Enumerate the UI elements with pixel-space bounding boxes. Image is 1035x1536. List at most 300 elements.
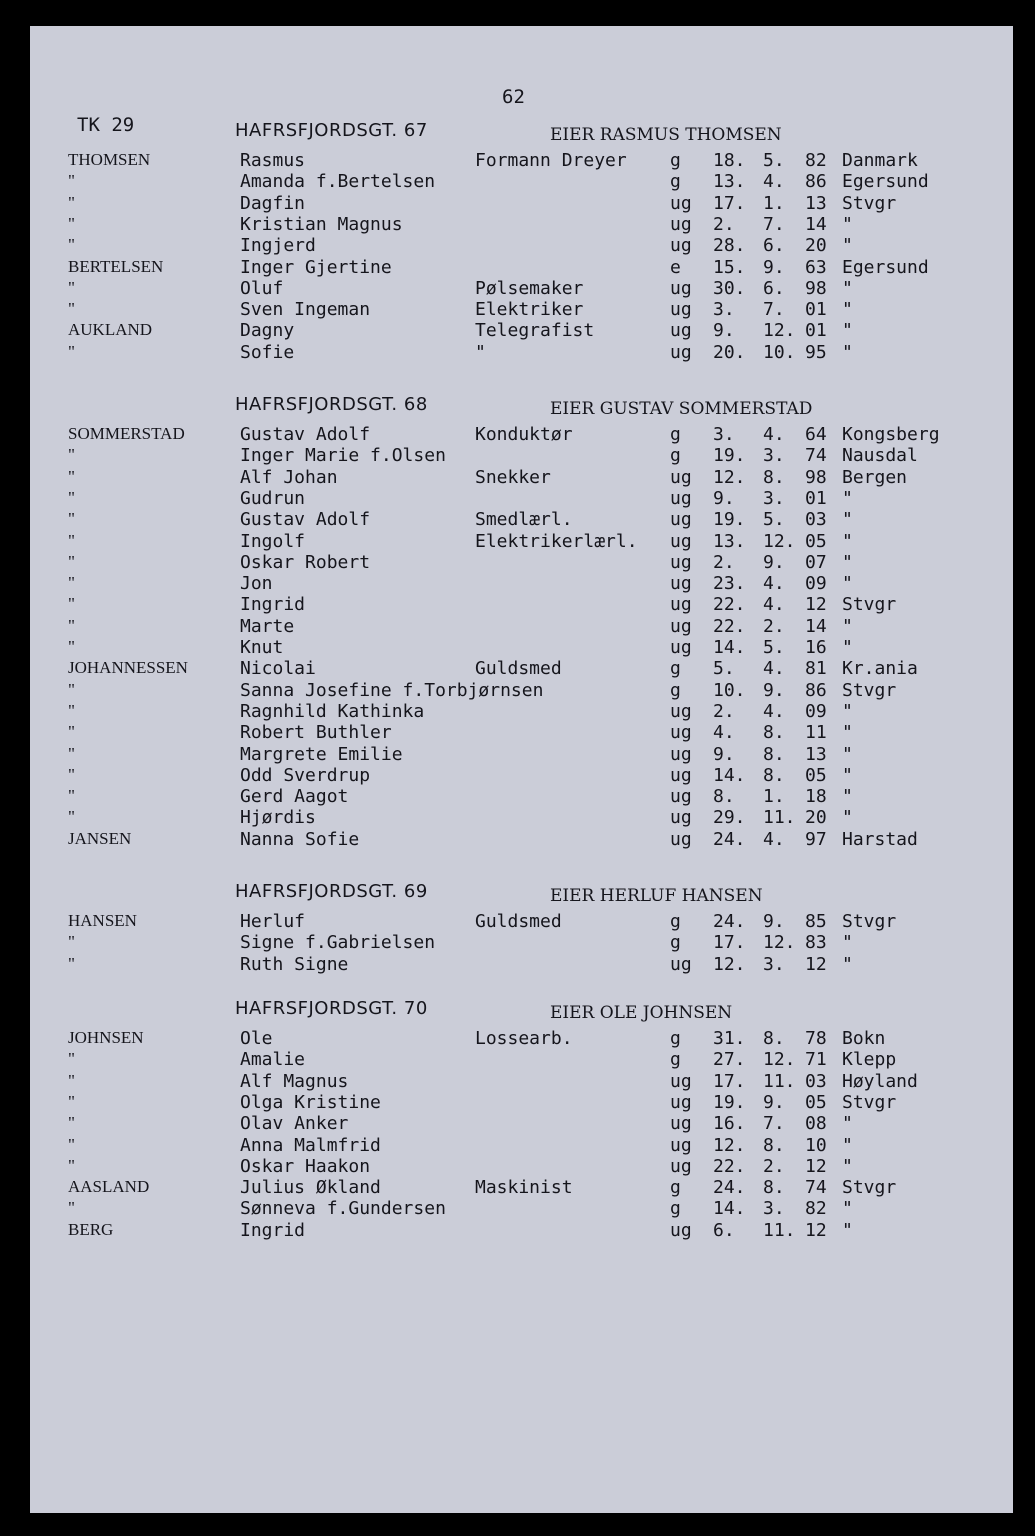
given-names: Signe f.Gabrielsen	[240, 932, 436, 954]
surname: "	[68, 594, 75, 614]
birth-year: 07	[805, 551, 827, 573]
birth-month: 2.	[763, 1155, 785, 1177]
birth-year: 05	[805, 764, 827, 786]
occupation: Guldsmed	[475, 911, 562, 932]
birth-year: 18	[805, 786, 827, 808]
birth-year: 83	[805, 932, 827, 954]
birth-day: 22.	[713, 1155, 746, 1177]
birth-month: 12.	[763, 530, 796, 552]
birthplace: "	[842, 509, 853, 531]
surname: JOHNSEN	[68, 1028, 144, 1047]
marital-status: ug	[670, 299, 692, 321]
birth-day: 12.	[713, 466, 746, 488]
resident-row	[30, 807, 1013, 828]
birth-month: 4.	[763, 424, 785, 445]
resident-row	[30, 1198, 1013, 1219]
birth-year: 74	[805, 445, 827, 467]
birth-month: 9.	[763, 551, 785, 573]
birth-year: 10	[805, 1134, 827, 1156]
surname: "	[68, 615, 75, 635]
given-names: Hjørdis	[240, 807, 316, 829]
birth-month: 1.	[763, 786, 785, 808]
birth-year: 64	[805, 424, 827, 445]
birth-day: 4.	[713, 722, 735, 744]
resident-row	[30, 257, 1013, 278]
birth-day: 3.	[713, 299, 735, 321]
resident-row	[30, 1135, 1013, 1156]
surname: "	[68, 551, 75, 571]
birth-month: 9.	[763, 1091, 785, 1113]
birth-day: 23.	[713, 573, 746, 595]
section-heading	[30, 998, 1013, 1028]
birth-year: 81	[805, 658, 827, 680]
birthplace: "	[842, 1134, 853, 1156]
birth-year: 01	[805, 320, 827, 342]
marital-status: g	[670, 150, 681, 171]
birth-month: 8.	[763, 1177, 785, 1199]
birth-day: 2.	[713, 551, 735, 573]
birth-month: 4.	[763, 573, 785, 595]
marital-status: g	[670, 1028, 681, 1049]
surname: "	[68, 637, 75, 656]
birth-day: 15.	[713, 256, 746, 278]
resident-row	[30, 424, 1013, 445]
birthplace: Egersund	[842, 171, 929, 193]
birth-day: 20.	[713, 341, 746, 363]
property-owner: EIER GUSTAV SOMMERSTAD	[550, 399, 813, 419]
birth-year: 11	[805, 722, 827, 744]
given-names: Ingrid	[240, 594, 306, 616]
street-address: HAFRSFJORDSGT. 67	[235, 120, 428, 141]
marital-status: ug	[670, 594, 692, 616]
birthplace: "	[842, 213, 853, 235]
occupation: Konduktør	[475, 424, 573, 445]
birth-year: 05	[805, 1091, 827, 1113]
property-owner: EIER OLE JOHNSEN	[550, 1003, 733, 1023]
marital-status: ug	[670, 1155, 692, 1177]
given-names: Sønneva f.Gundersen	[240, 1198, 446, 1220]
given-names: Olav Anker	[240, 1113, 349, 1135]
given-names: Odd Sverdrup	[240, 764, 371, 786]
marital-status: ug	[670, 551, 692, 573]
surname: "	[68, 932, 75, 952]
birth-month: 7.	[763, 1113, 785, 1135]
resident-row	[30, 299, 1013, 320]
resident-row	[30, 954, 1013, 975]
birthplace: Kongsberg	[842, 424, 940, 445]
birthplace: "	[842, 277, 853, 299]
surname: JOHANNESSEN	[68, 658, 188, 678]
surname: "	[68, 509, 75, 529]
resident-row	[30, 342, 1013, 363]
resident-row	[30, 786, 1013, 807]
birth-month: 9.	[763, 679, 785, 701]
section-heading	[30, 394, 1013, 424]
birth-day: 30.	[713, 277, 746, 299]
resident-row	[30, 509, 1013, 530]
birth-year: 05	[805, 530, 827, 552]
given-names: Margrete Emilie	[240, 743, 403, 765]
resident-row	[30, 594, 1013, 615]
birthplace: "	[842, 551, 853, 573]
birthplace: "	[842, 530, 853, 552]
birth-year: 20	[805, 807, 827, 829]
resident-row	[30, 1113, 1013, 1134]
birth-day: 13.	[713, 530, 746, 552]
marital-status: ug	[670, 637, 692, 658]
birth-month: 8.	[763, 466, 785, 488]
marital-status: g	[670, 1049, 681, 1071]
occupation: Telegrafist	[475, 320, 595, 342]
surname: "	[68, 1155, 75, 1175]
marital-status: g	[670, 911, 681, 932]
given-names: Oskar Haakon	[240, 1155, 371, 1177]
given-names: Ingrid	[240, 1219, 306, 1241]
marital-status: ug	[670, 1091, 692, 1113]
resident-row	[30, 445, 1013, 466]
birth-month: 8.	[763, 1028, 785, 1049]
birthplace: "	[842, 786, 853, 808]
given-names: Ruth Signe	[240, 953, 349, 975]
birth-month: 11.	[763, 807, 796, 829]
birthplace: "	[842, 743, 853, 765]
birth-day: 2.	[713, 213, 735, 235]
resident-row	[30, 1156, 1013, 1177]
birth-year: 14	[805, 615, 827, 637]
birth-day: 14.	[713, 764, 746, 786]
birth-year: 95	[805, 341, 827, 363]
surname: "	[68, 487, 75, 507]
birth-day: 8.	[713, 786, 735, 808]
given-names: Jon	[240, 573, 273, 595]
birth-month: 10.	[763, 341, 796, 363]
given-names: Ingolf	[240, 530, 306, 552]
marital-status: ug	[670, 277, 692, 299]
birthplace: "	[842, 487, 853, 509]
birth-day: 14.	[713, 637, 746, 658]
birth-month: 5.	[763, 150, 785, 171]
section-heading	[30, 120, 1013, 150]
marital-status: g	[670, 1177, 681, 1199]
birth-month: 11.	[763, 1219, 796, 1241]
tk-label: TK 29	[77, 114, 135, 136]
given-names: Dagny	[240, 320, 295, 342]
occupation: Snekker	[475, 466, 551, 488]
birth-month: 5.	[763, 637, 785, 658]
resident-row	[30, 616, 1013, 637]
marital-status: ug	[670, 743, 692, 765]
birth-day: 29.	[713, 807, 746, 829]
birth-year: 03	[805, 509, 827, 531]
birthplace: "	[842, 235, 853, 257]
birthplace: "	[842, 932, 853, 954]
resident-row	[30, 658, 1013, 679]
marital-status: ug	[670, 807, 692, 829]
surname: "	[68, 764, 75, 784]
given-names: Ole	[240, 1028, 273, 1049]
birth-day: 9.	[713, 487, 735, 509]
birthplace: Stvgr	[842, 1177, 897, 1199]
resident-row	[30, 488, 1013, 509]
birthplace: "	[842, 1198, 853, 1220]
birth-year: 78	[805, 1028, 827, 1049]
marital-status: ug	[670, 953, 692, 975]
surname: "	[68, 299, 75, 319]
marital-status: g	[670, 658, 681, 680]
given-names: Nicolai	[240, 658, 316, 680]
given-names: Gerd Aagot	[240, 786, 349, 808]
birth-month: 3.	[763, 445, 785, 467]
marital-status: ug	[670, 573, 692, 595]
resident-row	[30, 573, 1013, 594]
resident-row	[30, 765, 1013, 786]
birth-month: 12.	[763, 320, 796, 342]
marital-status: ug	[670, 722, 692, 744]
marital-status: ug	[670, 192, 692, 214]
birth-day: 3.	[713, 424, 735, 445]
resident-row	[30, 193, 1013, 214]
surname: "	[68, 1113, 75, 1133]
birthplace: "	[842, 722, 853, 744]
birthplace: Nausdal	[842, 445, 918, 467]
given-names: Nanna Sofie	[240, 828, 360, 850]
birth-day: 2.	[713, 700, 735, 722]
resident-row	[30, 1049, 1013, 1070]
surname: "	[68, 807, 75, 827]
resident-row	[30, 320, 1013, 341]
birth-month: 6.	[763, 235, 785, 257]
occupation: "	[475, 341, 486, 363]
birth-day: 22.	[713, 615, 746, 637]
occupation: Elektrikerlærl.	[475, 530, 638, 552]
surname: "	[68, 466, 75, 486]
marital-status: g	[670, 171, 681, 193]
resident-row	[30, 1028, 1013, 1049]
birthplace: "	[842, 320, 853, 342]
surname: "	[68, 235, 75, 255]
birth-day: 24.	[713, 1177, 746, 1199]
birth-year: 12	[805, 953, 827, 975]
given-names: Olga Kristine	[240, 1091, 381, 1113]
birth-year: 20	[805, 235, 827, 257]
resident-row	[30, 744, 1013, 765]
marital-status: e	[670, 256, 681, 278]
birthplace: "	[842, 764, 853, 786]
birth-month: 2.	[763, 615, 785, 637]
birthplace: "	[842, 1219, 853, 1241]
marital-status: ug	[670, 235, 692, 257]
surname: "	[68, 743, 75, 763]
resident-row	[30, 531, 1013, 552]
birthplace: "	[842, 573, 853, 595]
birthplace: "	[842, 299, 853, 321]
register-page	[30, 26, 1013, 1513]
surname: "	[68, 171, 75, 191]
resident-row	[30, 467, 1013, 488]
surname: AUKLAND	[68, 320, 153, 340]
birth-year: 09	[805, 700, 827, 722]
birth-day: 27.	[713, 1049, 746, 1071]
resident-row	[30, 932, 1013, 953]
given-names: Oskar Robert	[240, 551, 371, 573]
birthplace: Bokn	[842, 1028, 886, 1049]
surname: JANSEN	[68, 828, 132, 848]
birth-month: 9.	[763, 911, 785, 932]
given-names: Sanna Josefine f.Torbjørnsen	[240, 679, 544, 701]
birth-month: 7.	[763, 299, 785, 321]
property-owner: EIER HERLUF HANSEN	[550, 886, 763, 906]
birthplace: "	[842, 700, 853, 722]
birthplace: "	[842, 637, 853, 658]
given-names: Julius Økland	[240, 1177, 381, 1199]
marital-status: ug	[670, 1070, 692, 1092]
birth-month: 4.	[763, 828, 785, 850]
marital-status: g	[670, 445, 681, 467]
given-names: Inger Marie f.Olsen	[240, 445, 446, 467]
birth-month: 8.	[763, 764, 785, 786]
birth-year: 82	[805, 150, 827, 171]
marital-status: ug	[670, 615, 692, 637]
given-names: Sven Ingeman	[240, 299, 371, 321]
birth-day: 12.	[713, 953, 746, 975]
birth-year: 74	[805, 1177, 827, 1199]
resident-row	[30, 1177, 1013, 1198]
given-names: Robert Buthler	[240, 722, 392, 744]
surname: THOMSEN	[68, 150, 151, 169]
birth-day: 9.	[713, 743, 735, 765]
street-address: HAFRSFJORDSGT. 70	[235, 998, 428, 1019]
surname: BERTELSEN	[68, 256, 164, 276]
birth-day: 9.	[713, 320, 735, 342]
surname: "	[68, 1134, 75, 1154]
resident-row	[30, 552, 1013, 573]
resident-row	[30, 214, 1013, 235]
resident-row	[30, 1092, 1013, 1113]
birth-month: 8.	[763, 722, 785, 744]
given-names: Dagfin	[240, 192, 306, 214]
given-names: Oluf	[240, 277, 284, 299]
document-sheet	[30, 26, 1013, 1513]
birth-year: 86	[805, 679, 827, 701]
birthplace: "	[842, 1113, 853, 1135]
street-address: HAFRSFJORDSGT. 68	[235, 394, 428, 415]
surname: "	[68, 679, 75, 699]
surname: HANSEN	[68, 911, 137, 930]
surname: "	[68, 953, 75, 973]
marital-status: ug	[670, 320, 692, 342]
surname: BERG	[68, 1219, 114, 1239]
birth-year: 01	[805, 299, 827, 321]
given-names: Rasmus	[240, 150, 306, 171]
given-names: Alf Magnus	[240, 1070, 349, 1092]
birth-month: 4.	[763, 171, 785, 193]
resident-row	[30, 235, 1013, 256]
birthplace: "	[842, 341, 853, 363]
birth-month: 9.	[763, 256, 785, 278]
marital-status: ug	[670, 509, 692, 531]
birth-month: 12.	[763, 1049, 796, 1071]
birthplace: Stvgr	[842, 192, 897, 214]
birth-year: 85	[805, 911, 827, 932]
birth-year: 63	[805, 256, 827, 278]
birth-year: 86	[805, 171, 827, 193]
surname: "	[68, 1070, 75, 1090]
surname: "	[68, 722, 75, 742]
birth-day: 10.	[713, 679, 746, 701]
birth-year: 98	[805, 466, 827, 488]
birth-month: 4.	[763, 594, 785, 616]
birth-day: 6.	[713, 1219, 735, 1241]
resident-row	[30, 150, 1013, 171]
birthplace: Stvgr	[842, 1091, 897, 1113]
birth-month: 5.	[763, 509, 785, 531]
marital-status: ug	[670, 341, 692, 363]
birth-year: 08	[805, 1113, 827, 1135]
birth-year: 12	[805, 594, 827, 616]
marital-status: ug	[670, 466, 692, 488]
resident-row	[30, 701, 1013, 722]
birth-month: 7.	[763, 213, 785, 235]
resident-row	[30, 911, 1013, 932]
surname: "	[68, 445, 75, 465]
birth-month: 3.	[763, 953, 785, 975]
page-number: 62	[502, 86, 525, 108]
property-owner: EIER RASMUS THOMSEN	[550, 125, 782, 145]
birthplace: "	[842, 615, 853, 637]
marital-status: ug	[670, 786, 692, 808]
birth-month: 4.	[763, 658, 785, 680]
birth-month: 6.	[763, 277, 785, 299]
marital-status: ug	[670, 764, 692, 786]
surname: SOMMERSTAD	[68, 424, 185, 443]
occupation: Guldsmed	[475, 658, 562, 680]
birth-year: 12	[805, 1219, 827, 1241]
birthplace: Harstad	[842, 828, 918, 850]
marital-status: g	[670, 679, 681, 701]
birthplace: Egersund	[842, 256, 929, 278]
birth-day: 5.	[713, 658, 735, 680]
given-names: Kristian Magnus	[240, 213, 403, 235]
resident-row	[30, 829, 1013, 850]
birthplace: Stvgr	[842, 594, 897, 616]
surname: "	[68, 1091, 75, 1111]
occupation: Elektriker	[475, 299, 584, 321]
given-names: Amanda f.Bertelsen	[240, 171, 436, 193]
surname: "	[68, 213, 75, 233]
birth-year: 98	[805, 277, 827, 299]
resident-row	[30, 722, 1013, 743]
birth-day: 22.	[713, 594, 746, 616]
birth-day: 19.	[713, 445, 746, 467]
surname: "	[68, 786, 75, 806]
birth-year: 97	[805, 828, 827, 850]
birth-year: 16	[805, 637, 827, 658]
given-names: Sofie	[240, 341, 295, 363]
surname: "	[68, 341, 75, 361]
surname: "	[68, 1049, 75, 1069]
birth-month: 3.	[763, 1198, 785, 1220]
marital-status: g	[670, 932, 681, 954]
birth-day: 24.	[713, 911, 746, 932]
birthplace: Stvgr	[842, 911, 897, 932]
birth-month: 8.	[763, 743, 785, 765]
marital-status: ug	[670, 1113, 692, 1135]
occupation: Maskinist	[475, 1177, 573, 1199]
birth-day: 19.	[713, 509, 746, 531]
surname: AASLAND	[68, 1177, 150, 1197]
birth-month: 3.	[763, 487, 785, 509]
given-names: Amalie	[240, 1049, 306, 1071]
